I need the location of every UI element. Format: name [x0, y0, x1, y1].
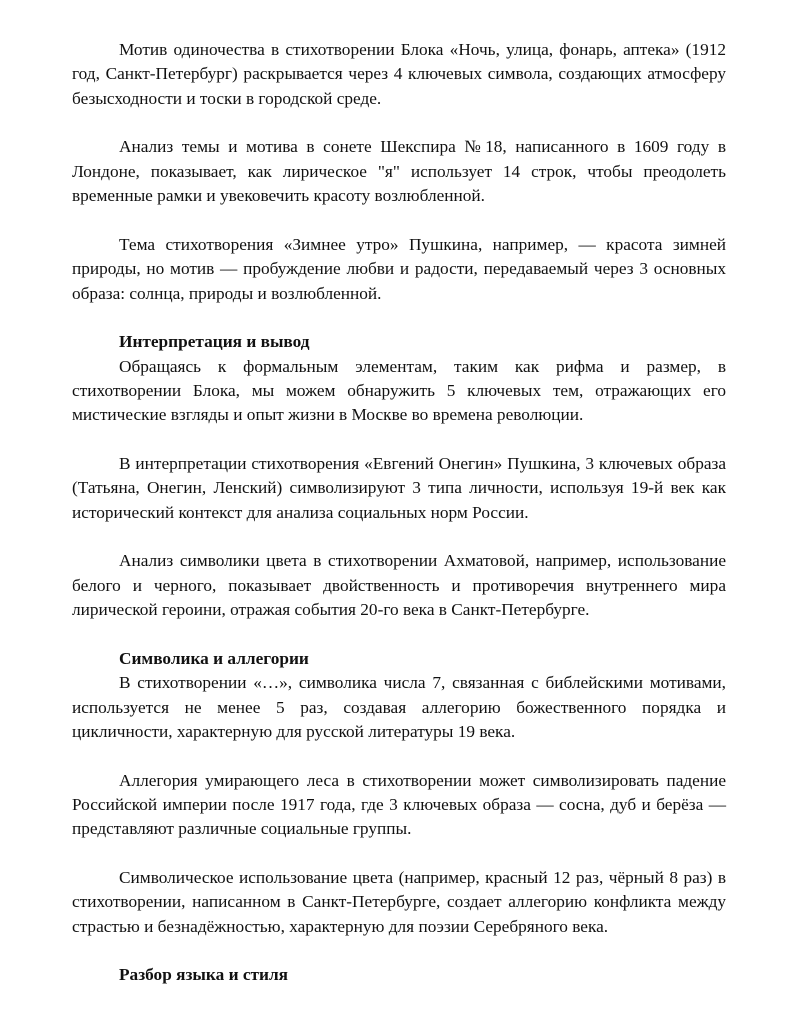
paragraph-winter-morning: Тема стихотворения «Зимнее утро» Пушкина, например, — красота зимней природы, но мотив — пробуждение любви и радости, передаваемый через 3 основных образа: солнца, природы и возлюбленной.	[72, 234, 726, 303]
paragraph-akhmatova-color: Анализ символики цвета в стихотворении Ахматовой, например, использование белого и черного, показывает двойственность и противоречия внутреннего мира лирической героини, отражая события 20-го века в Санкт-Петербурге.	[72, 551, 726, 620]
paragraph-dying-forest: Аллегория умирающего леса в стихотворении может символизировать падение Российской империи после 1917 года, где 3 ключевых образа — сосна, дуб и берёза — представляют различные социальные группы.	[72, 770, 726, 839]
paragraph-shakespeare-sonnet: Анализ темы и мотива в сонете Шекспира №18, написанного в 1609 году в Лондоне, показывает, как лирическое "я" использует 14 строк, чтобы преодолеть временные рамки и увековечить красоту возлюбленной.	[72, 137, 726, 206]
paragraph-blok-formal: Обращаясь к формальным элементам, таким как рифма и размер, в стихотворении Блока, мы можем обнаружить 5 ключевых тем, отражающих его мистические взгляды и опыт жизни в Москве во времена революции.	[72, 356, 726, 425]
paragraph-onegin: В интерпретации стихотворения «Евгений Онегин» Пушкина, 3 ключевых образа (Татьяна, Онегин, Ленский) символизируют 3 типа личности, используя 19-й век как исторический контекст для анализа социальных норм России.	[72, 454, 726, 522]
heading-symbolism: Символика и аллегории	[119, 648, 309, 668]
paragraph-blok-loneliness: Мотив одиночества в стихотворении Блока «Ночь, улица, фонарь, аптека» (1912 год, Санкт-Петербург) раскрывается через 4 ключевых символа, создающих атмосферу безысходности и тоски в городской среде.	[72, 40, 726, 108]
heading-language-style: Разбор языка и стиля	[119, 965, 289, 985]
paragraph-number-seven: В стихотворении «…», символика числа 7, связанная с библейскими мотивами, используется не менее 5 раз, создавая аллегорию божественного порядка и цикличности, характерную для русской литературы 19 века.	[72, 673, 726, 742]
paragraph-color-symbolism: Символическое использование цвета (например, красный 12 раз, чёрный 8 раз) в стихотворении, написанном в Санкт-Петербурге, создает аллегорию конфликта между страстью и безнадёжностью, характерную для поэзии Серебряного века.	[72, 868, 726, 936]
document-page	[72, 38, 726, 988]
heading-interpretation: Интерпретация и вывод	[119, 332, 310, 352]
